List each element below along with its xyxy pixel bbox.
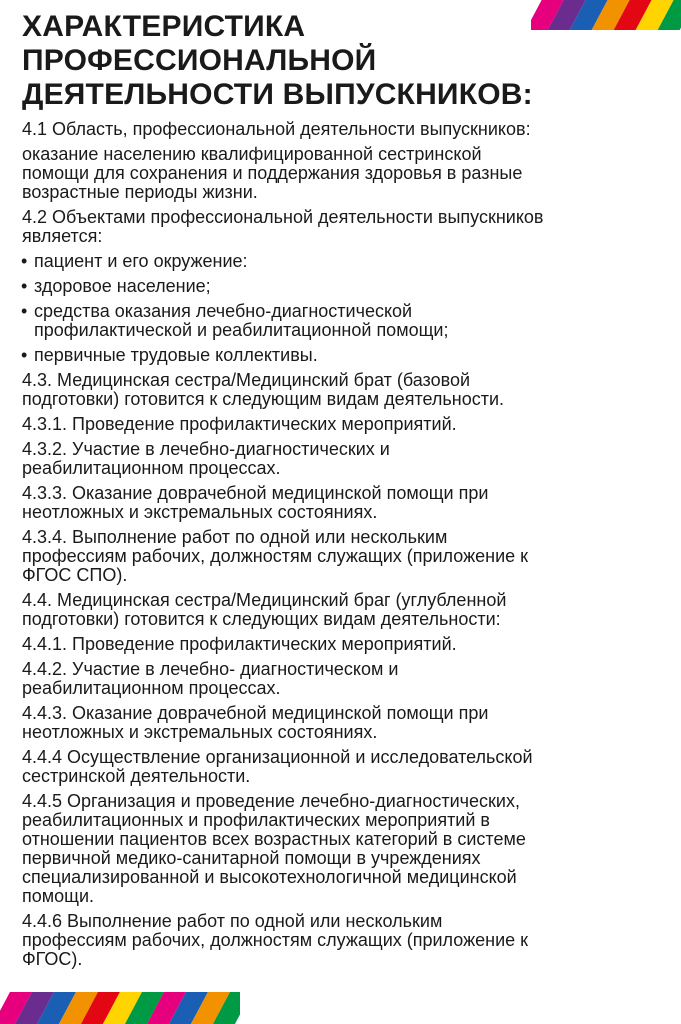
text-line: 4.4. Медицинская сестра/Медицинский браг (углубленной [22, 590, 507, 610]
slide-content [22, 10, 662, 975]
text-line: 4.3.2. Участие в лечебно-диагностических и [22, 439, 390, 459]
bullet-item [22, 346, 662, 365]
paragraph-4-3-2 [22, 440, 662, 478]
paragraph-4-3 [22, 371, 662, 409]
text-line: оказание населению квалифицированной сестринской [22, 144, 482, 164]
text-line: сестринской деятельности. [22, 766, 251, 786]
text-line: • пациент и его окружение: [34, 251, 248, 271]
paragraph-4-4-2 [22, 660, 662, 698]
text-line: профессиям рабочих, должностям служащих (приложение к [22, 930, 529, 950]
text-line: 4.4.1. Проведение профилактических мероприятий. [22, 634, 457, 654]
text-line: подготовки) готовится к следующим видам деятельности. [22, 389, 505, 409]
text-line: профессиям рабочих, должностям служащих (приложение к [22, 546, 529, 566]
title-line: ПРОФЕССИОНАЛЬНОЙ [22, 44, 377, 77]
text-line: специализированной и высокотехнологичной медицинской [22, 867, 517, 887]
paragraph-4-4 [22, 591, 662, 629]
text-line: реабилитационном процессах. [22, 678, 281, 698]
text-line: • первичные трудовые коллективы. [34, 345, 318, 365]
text-line: реабилитационном процессах. [22, 458, 281, 478]
text-line: неотложных и экстремальных состояниях. [22, 722, 378, 742]
bullet-item [22, 252, 662, 271]
bullet-item [22, 277, 662, 296]
decorative-stripes-bottom [0, 992, 240, 1024]
title-line: ДЕЯТЕЛЬНОСТИ ВЫПУСКНИКОВ: [22, 78, 533, 111]
text-line: 4.3.4. Выполнение работ по одной или нескольким [22, 527, 448, 547]
text-line: 4.3. Медицинская сестра/Медицинский брат (базовой [22, 370, 471, 390]
paragraph-4-4-1 [22, 635, 662, 654]
paragraph-4-2 [22, 208, 662, 246]
bullet-item [22, 302, 662, 340]
text-line: возрастные периоды жизни. [22, 182, 258, 202]
text-line: 4.2 Объектами профессиональной деятельности выпускников [22, 207, 544, 227]
text-line: • средства оказания лечебно-диагностической [34, 301, 413, 321]
text-line: 4.1 Область, профессиональной деятельности выпускников: [22, 119, 531, 139]
paragraph-area-description [22, 145, 662, 202]
text-line: подготовки) готовится к следующих видам деятельности: [22, 609, 501, 629]
text-line: 4.4.3. Оказание доврачебной медицинской помощи при [22, 703, 489, 723]
paragraph-4-4-5 [22, 792, 662, 906]
text-line: ФГОС). [22, 949, 83, 969]
text-line: ФГОС СПО). [22, 565, 128, 585]
text-line: является: [22, 226, 103, 246]
text-line: первичной медико-санитарной помощи в учреждениях [22, 848, 481, 868]
text-line: отношении пациентов всех возрастных категорий в системе [22, 829, 526, 849]
text-line: помощи. [22, 886, 95, 906]
text-line: реабилитационных и профилактических мероприятий в [22, 810, 490, 830]
text-line: 4.4.4 Осуществление организационной и исследовательской [22, 747, 533, 767]
text-line: профилактической и реабилитационной помощи; [34, 320, 449, 340]
text-line: 4.4.2. Участие в лечебно- диагностическом и [22, 659, 399, 679]
text-line: 4.3.3. Оказание доврачебной медицинской помощи при [22, 483, 489, 503]
page-title [22, 10, 662, 112]
text-line: 4.4.5 Организация и проведение лечебно-диагностических, [22, 791, 520, 811]
title-line: ХАРАКТЕРИСТИКА [22, 10, 306, 43]
paragraph-4-3-1 [22, 415, 662, 434]
body-text [22, 120, 662, 969]
text-line: неотложных и экстремальных состояниях. [22, 502, 378, 522]
text-line: помощи для сохранения и поддержания здоровья в разные [22, 163, 523, 183]
text-line: • здоровое население; [34, 276, 211, 296]
paragraph-4-4-4 [22, 748, 662, 786]
paragraph-4-4-3 [22, 704, 662, 742]
paragraph-4-1 [22, 120, 662, 139]
paragraph-4-3-4 [22, 528, 662, 585]
paragraph-4-4-6 [22, 912, 662, 969]
text-line: 4.4.6 Выполнение работ по одной или нескольким [22, 911, 443, 931]
text-line: 4.3.1. Проведение профилактических мероприятий. [22, 414, 457, 434]
paragraph-4-3-3 [22, 484, 662, 522]
